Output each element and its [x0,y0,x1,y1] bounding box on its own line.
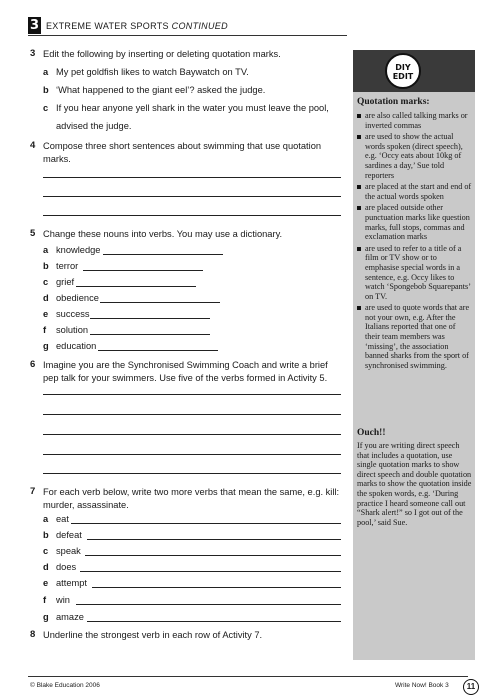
unit-number-badge: 3 [29,18,40,33]
activity-7-item-a: a eat [43,514,69,524]
answer-line[interactable] [98,350,218,351]
diy-edit-badge: DIY EDIT [385,53,421,89]
answer-line[interactable] [90,318,210,319]
activity-3-item-b: b ‘What happened to the giant eel’? asked the judge. [43,85,266,95]
activity-3-item-c-continuation: advised the judge. [56,121,132,131]
book-title: Write Now! Book 3 [395,682,449,689]
activity-8-number: 8 [30,629,36,640]
answer-line[interactable] [43,473,341,474]
answer-line[interactable] [103,254,223,255]
answer-line[interactable] [43,196,341,197]
answer-line[interactable] [43,215,341,216]
answer-line[interactable] [43,414,341,415]
activity-7-item-f: f win [43,595,70,605]
activity-7-item-g: g amaze [43,612,84,622]
sidebar-bullet: are used to quote words that are not your own, e.g. After the Italians reported that one of their team members was ‘missing’, the association banned sharks from the sport of synchronised swimming. [356,303,472,370]
ouch-heading: Ouch!! [357,428,386,438]
answer-line[interactable] [87,621,341,622]
activity-3-item-a: a My pet goldfish likes to watch Baywatch on TV. [43,67,249,77]
copyright: © Blake Education 2006 [30,682,100,689]
answer-line[interactable] [43,454,341,455]
activity-7-item-b: b defeat [43,530,82,540]
answer-line[interactable] [80,571,341,572]
answer-line[interactable] [43,177,341,178]
activity-5-item-d: d obedience [43,293,99,303]
unit-title-main: EXTREME WATER SPORTS [46,21,169,31]
answer-line[interactable] [87,539,341,540]
header-divider [28,35,347,36]
answer-line[interactable] [85,555,341,556]
unit-title [46,21,228,31]
answer-line[interactable] [92,587,341,588]
sidebar-heading: Quotation marks: [357,97,430,107]
activity-4-instruction: Compose three short sentences about swimming that use quotation marks. [43,141,322,164]
sidebar-bullet: are placed at the start and end of the actual words spoken [356,182,472,201]
activity-5-item-c: c grief [43,277,75,287]
activity-5-instruction: Change these nouns into verbs. You may use a dictionary. [43,229,283,239]
activity-4-number: 4 [30,140,36,151]
unit-title-suffix: CONTINUED [171,21,228,31]
activity-7-number: 7 [30,486,36,497]
answer-line[interactable] [76,604,341,605]
activity-5-item-b: b terror [43,261,79,271]
sidebar-bullet: are also called talking marks or inverted commas [356,111,472,130]
activity-5-item-f: f solution [43,325,89,335]
sidebar-bullet: are used to show the actual words spoken (direct speech), e.g. ‘Occy eats about 10kg of sardines a day,’ Sue told reporters [356,132,472,180]
answer-line[interactable] [43,394,341,395]
answer-line[interactable] [83,270,203,271]
answer-line[interactable] [76,286,196,287]
page-number: 11 [463,679,479,695]
answer-line[interactable] [90,334,210,335]
answer-line[interactable] [100,302,220,303]
activity-7-item-e: e attempt [43,578,88,588]
activity-5-item-g: g education [43,341,97,351]
activity-3-instruction: Edit the following by inserting or deleting quotation marks. [43,49,281,59]
sidebar-bullet-list [356,111,472,372]
activity-3-item-c: c If you hear anyone yell shark in the water you must leave the pool, [43,103,329,113]
ouch-text: If you are writing direct speech that includes a quotation, use single quotation marks to show direct speech and double quotation marks to show the quotation inside the spoken words, e.g. ‘During practice I heard someone call out “Shark alert!” so I got out of the pool,’ said Sue. [357,441,472,527]
activity-5-item-a: a knowledge [43,245,101,255]
activity-5-item-e: e success [43,309,90,319]
activity-8-instruction: Underline the strongest verb in each row of Activity 7. [43,630,263,640]
sidebar-bullet: are placed outside other punctuation marks like question marks, full stops, commas and exclamation marks [356,203,472,241]
activity-3-number: 3 [30,48,36,59]
answer-line[interactable] [71,523,341,524]
sidebar-bullet: are used to refer to a title of a film or TV show or to emphasise special words in a sentence, e.g. Occy likes to watch ‘Spongebob Squarepants’ on TV. [356,244,472,302]
activity-6-instruction: Imagine you are the Synchronised Swimming Coach and write a brief pep talk for your swimmers. Use five of the verbs formed in Activity 5. [43,360,328,383]
footer-divider [28,676,468,677]
activity-6-number: 6 [30,359,36,370]
activity-5-number: 5 [30,228,36,239]
activity-7-item-c: c speak [43,546,81,556]
activity-7-instruction: For each verb below, write two more verbs that mean the same, e.g. kill: murder, assassinate. [43,487,340,510]
activity-7-item-d: d does [43,562,77,572]
answer-line[interactable] [43,434,341,435]
